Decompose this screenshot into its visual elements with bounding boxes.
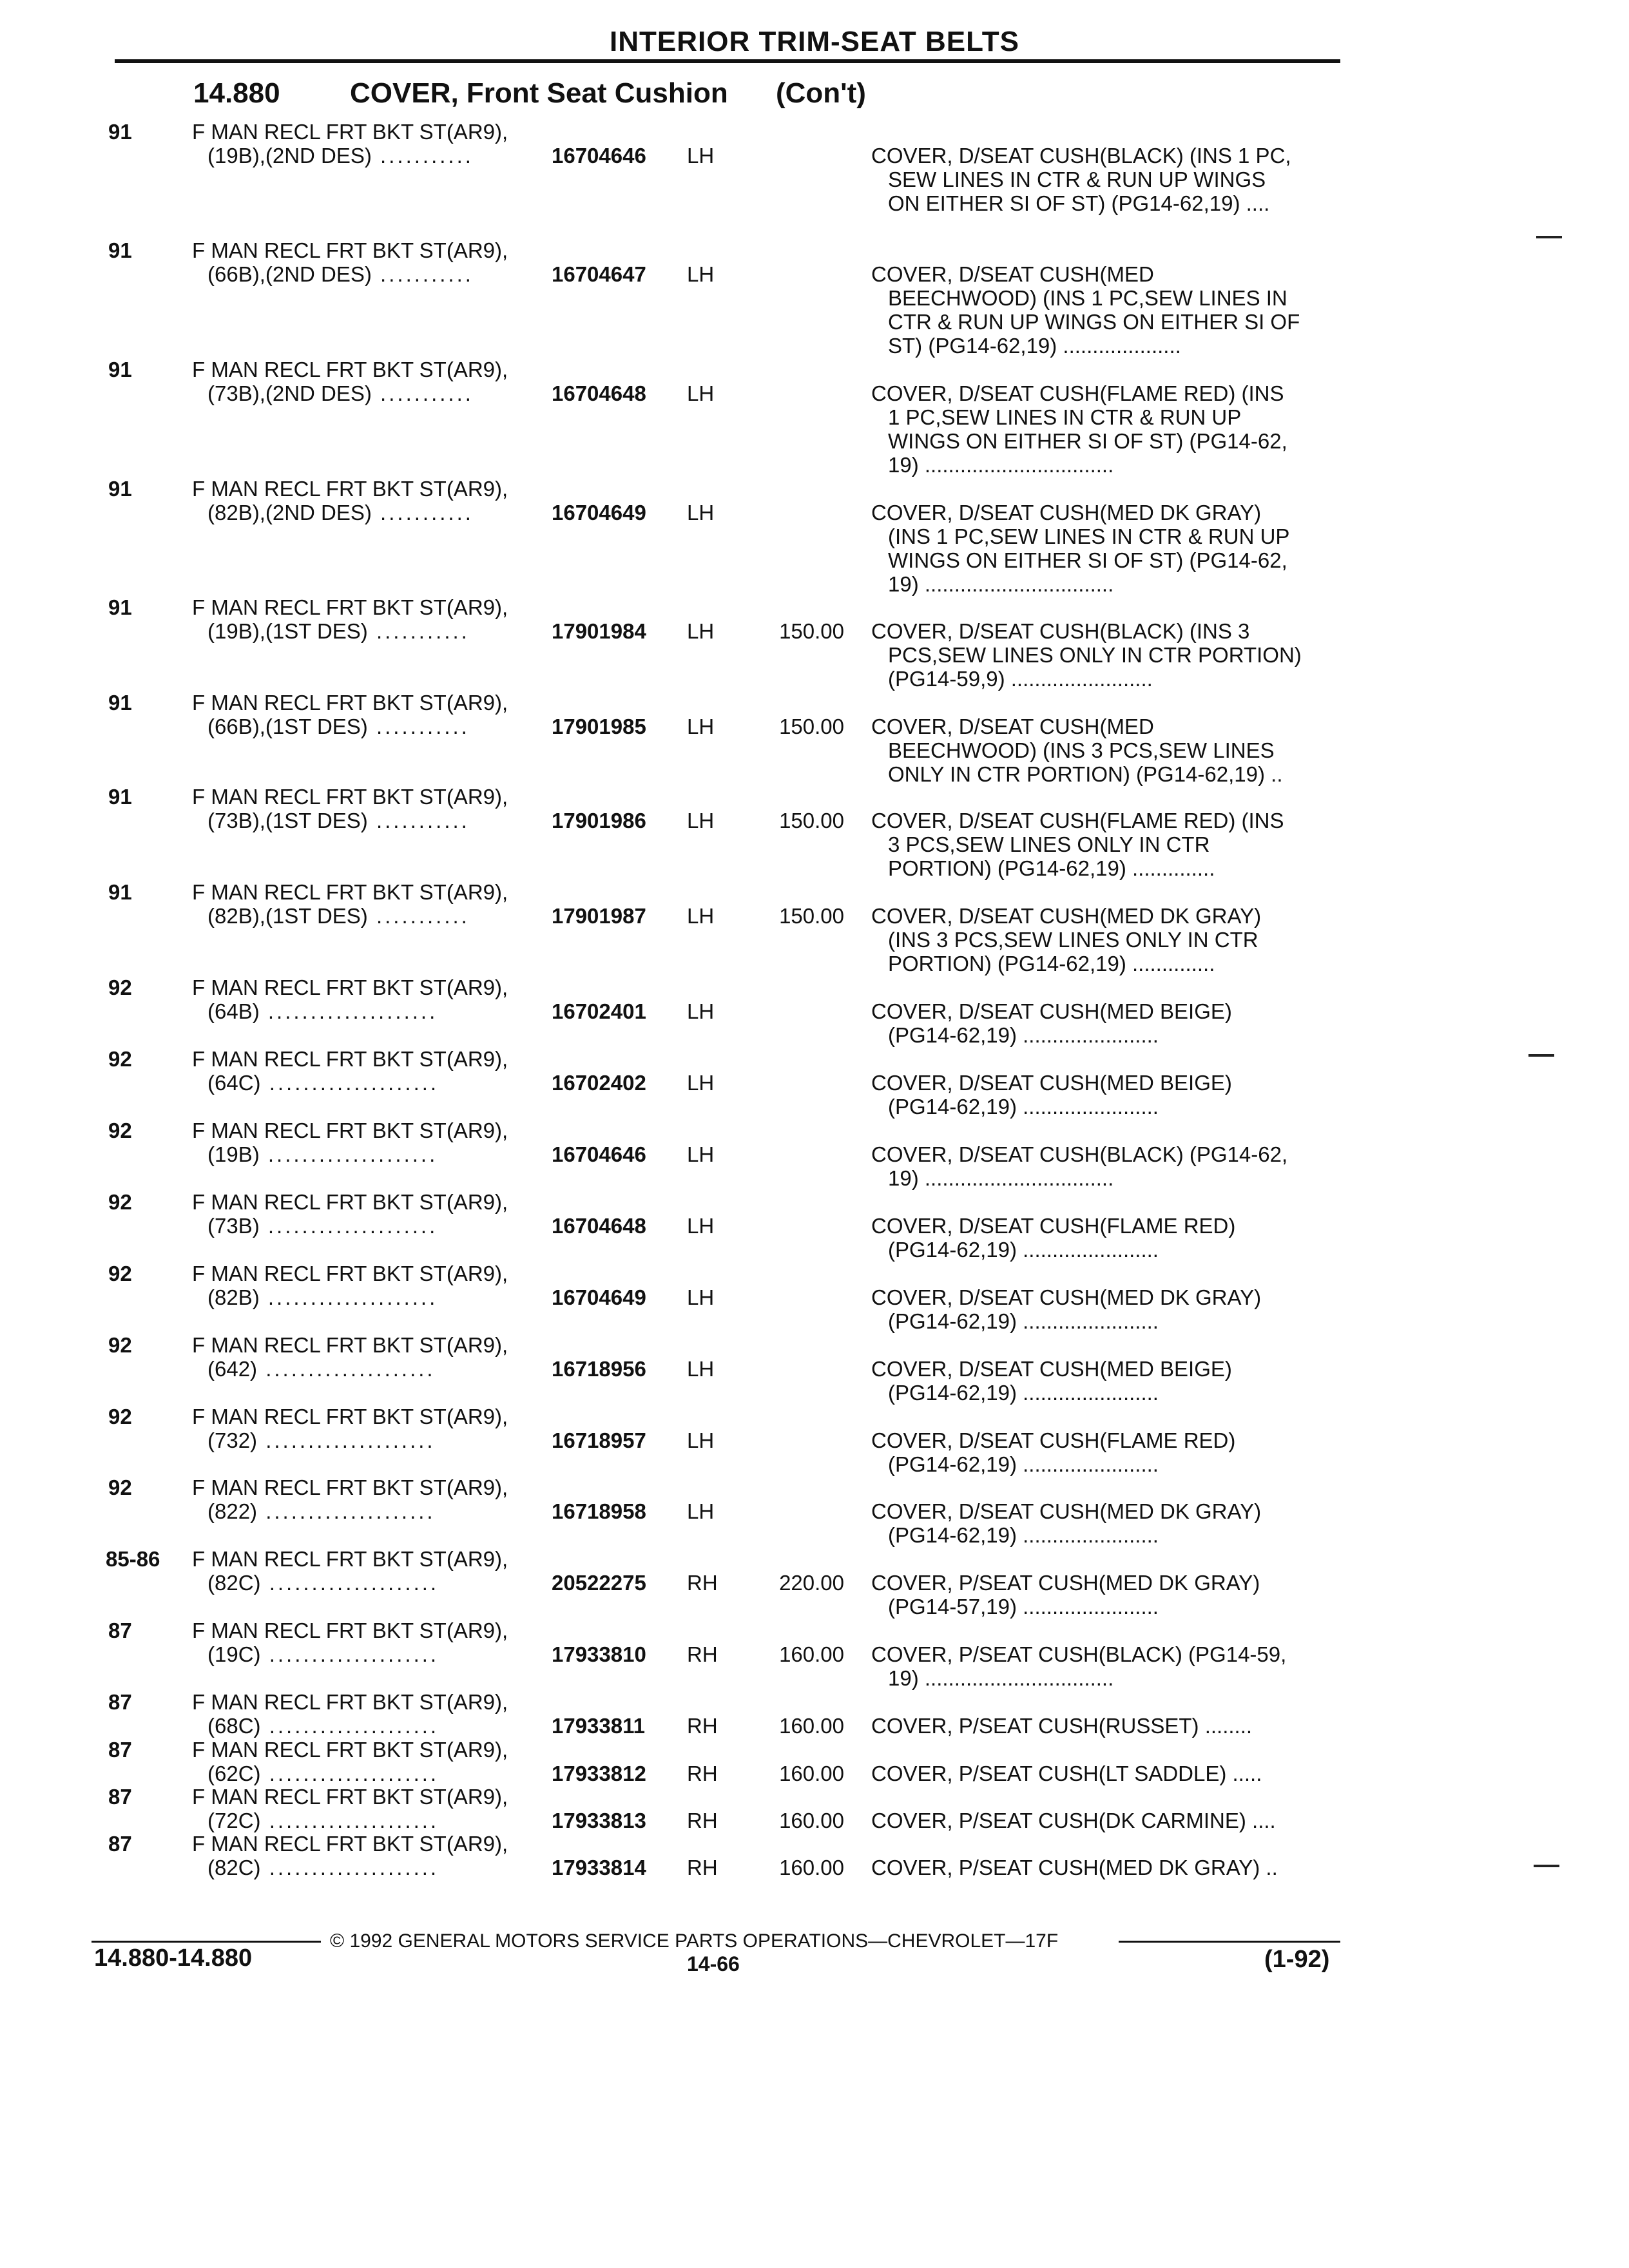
trim-code: (19B) [207,1142,260,1166]
trim-code-cell [207,999,543,1023]
side-indicator: LH [687,904,715,928]
header-rule [115,59,1340,63]
side-indicator: LH [687,715,715,738]
margin-mark [1536,236,1562,238]
side-indicator: LH [687,262,715,286]
seat-description: F MAN RECL FRT BKT ST(AR9), [192,477,508,501]
trim-code: (62C) [207,1762,261,1785]
trim-code: (72C) [207,1809,261,1832]
cover-description-line: 19) ................................ [888,572,1114,596]
cover-description-line: COVER, D/SEAT CUSH(BLACK) (INS 3 [871,619,1250,643]
cover-description [871,1762,1342,1785]
cover-description-line: COVER, P/SEAT CUSH(MED DK GRAY) .. [871,1856,1278,1879]
side-indicator: LH [687,1285,715,1309]
part-number: 16704646 [552,144,646,168]
seat-description: F MAN RECL FRT BKT ST(AR9), [192,1405,508,1428]
part-number: 16718956 [552,1357,646,1381]
side-indicator: LH [687,999,715,1023]
part-number: 16718958 [552,1499,646,1523]
model-year: 91 [108,595,132,619]
part-number: 17933812 [552,1762,646,1785]
seat-description: F MAN RECL FRT BKT ST(AR9), [192,1262,508,1285]
cover-description-line: (PG14-62,19) ....................... [888,1309,1159,1333]
list-price: 150.00 [779,619,844,643]
cover-description-line: (INS 3 PCS,SEW LINES ONLY IN CTR [888,928,1258,952]
cover-description-line: COVER, D/SEAT CUSH(FLAME RED) (INS [871,381,1284,405]
model-year: 91 [108,120,132,144]
trim-code-cell [207,1285,543,1309]
cover-description-line: COVER, D/SEAT CUSH(BLACK) (PG14-62, [871,1142,1288,1166]
cover-description-line: COVER, D/SEAT CUSH(MED DK GRAY) [871,1285,1262,1309]
trim-code: (19B),(2ND DES) [207,144,372,168]
trim-code-cell [207,1071,543,1095]
leader-dots: .................... [259,1142,438,1166]
seat-description: F MAN RECL FRT BKT ST(AR9), [192,880,508,904]
trim-code-cell [207,501,543,524]
cover-description-line: CTR & RUN UP WINGS ON EITHER SI OF [888,310,1300,334]
part-number: 17901985 [552,715,646,738]
part-number: 16702401 [552,999,646,1023]
leader-dots: .................... [260,1571,439,1595]
cover-description-line: 3 PCS,SEW LINES ONLY IN CTR [888,832,1210,856]
seat-description: F MAN RECL FRT BKT ST(AR9), [192,785,508,809]
seat-description: F MAN RECL FRT BKT ST(AR9), [192,691,508,715]
footer-page-number: 14-66 [687,1952,740,1975]
cover-description-line: (PG14-59,9) ........................ [888,667,1153,691]
model-year: 87 [108,1832,132,1856]
trim-code: (73B) [207,1214,260,1238]
cover-description-line: COVER, D/SEAT CUSH(MED BEIGE) [871,999,1232,1023]
leader-dots: ........... [371,262,474,286]
side-indicator: LH [687,1357,715,1381]
trim-code-cell [207,1762,543,1785]
trim-code-cell [207,1856,543,1879]
part-number: 17933814 [552,1856,646,1879]
part-number: 16704649 [552,501,646,524]
cover-description-line: BEECHWOOD) (INS 3 PCS,SEW LINES [888,738,1275,762]
trim-code-cell [207,1499,543,1523]
cover-description-line: COVER, D/SEAT CUSH(MED BEIGE) [871,1357,1232,1381]
seat-description: F MAN RECL FRT BKT ST(AR9), [192,1690,508,1714]
part-number: 16704649 [552,1285,646,1309]
model-year: 92 [108,1262,132,1285]
cover-description-line: (INS 1 PC,SEW LINES IN CTR & RUN UP [888,524,1290,548]
cover-description-line: (PG14-62,19) ....................... [888,1452,1159,1476]
cover-description-line: COVER, D/SEAT CUSH(FLAME RED) [871,1214,1236,1238]
leader-dots: .................... [257,1357,436,1381]
trim-code: (19B),(1ST DES) [207,619,368,643]
side-indicator: LH [687,1428,715,1452]
cover-description [871,381,1342,477]
leader-dots: .................... [257,1499,436,1523]
trim-code: (66B),(2ND DES) [207,262,372,286]
trim-code: (73B),(1ST DES) [207,809,368,832]
leader-dots: ........... [367,619,470,643]
model-year: 92 [108,975,132,999]
cover-description-line: 19) ................................ [888,453,1114,477]
trim-code-cell [207,1214,543,1238]
part-number: 17933810 [552,1642,646,1666]
trim-code-cell [207,1809,543,1832]
seat-description: F MAN RECL FRT BKT ST(AR9), [192,1333,508,1357]
cover-description [871,1499,1342,1547]
cover-description-line: COVER, P/SEAT CUSH(RUSSET) ........ [871,1714,1253,1738]
cover-description-line: COVER, D/SEAT CUSH(FLAME RED) (INS [871,809,1284,832]
trim-code-cell [207,381,543,405]
cover-description [871,501,1342,596]
cover-description [871,999,1342,1047]
model-year: 92 [108,1119,132,1142]
section-name: COVER, Front Seat Cushion [350,77,728,109]
seat-description: F MAN RECL FRT BKT ST(AR9), [192,1190,508,1214]
list-price: 160.00 [779,1762,844,1785]
trim-code: (82B) [207,1285,260,1309]
cover-description [871,144,1342,215]
list-price: 160.00 [779,1642,844,1666]
trim-code: (68C) [207,1714,261,1738]
part-number: 16718957 [552,1428,646,1452]
trim-code-cell [207,1571,543,1595]
side-indicator: LH [687,1499,715,1523]
cover-description [871,809,1342,880]
section-code: 14.880 [193,77,280,109]
cover-description-line: WINGS ON EITHER SI OF ST) (PG14-62, [888,548,1287,572]
list-price: 150.00 [779,715,844,738]
part-number: 17901984 [552,619,646,643]
side-indicator: LH [687,501,715,524]
model-year: 91 [108,691,132,715]
seat-description: F MAN RECL FRT BKT ST(AR9), [192,1619,508,1642]
trim-code: (66B),(1ST DES) [207,715,368,738]
cover-description-line: COVER, D/SEAT CUSH(MED DK GRAY) [871,1499,1262,1523]
cover-description-line: BEECHWOOD) (INS 1 PC,SEW LINES IN [888,286,1287,310]
cover-description-line: COVER, D/SEAT CUSH(MED DK GRAY) [871,904,1262,928]
footer-revision: (1-92) [1264,1946,1330,1973]
cover-description-line: COVER, D/SEAT CUSH(MED [871,715,1154,738]
leader-dots: .................... [260,1762,439,1785]
trim-code: (822) [207,1499,258,1523]
trim-code-cell [207,262,543,286]
model-year: 91 [108,238,132,262]
cover-description-line: COVER, P/SEAT CUSH(DK CARMINE) .... [871,1809,1276,1832]
section-continued: (Con't) [776,77,866,109]
seat-description: F MAN RECL FRT BKT ST(AR9), [192,1547,508,1571]
part-number: 17901986 [552,809,646,832]
model-year: 91 [108,880,132,904]
trim-code: (64C) [207,1071,261,1095]
trim-code: (82C) [207,1571,261,1595]
leader-dots: .................... [260,1642,439,1666]
side-indicator: LH [687,1071,715,1095]
cover-description-line: WINGS ON EITHER SI OF ST) (PG14-62, [888,429,1287,453]
cover-description-line: 1 PC,SEW LINES IN CTR & RUN UP [888,405,1242,429]
cover-description [871,1428,1342,1476]
cover-description [871,262,1342,358]
cover-description-line: (PG14-62,19) ....................... [888,1095,1159,1119]
footer-copyright: © 1992 GENERAL MOTORS SERVICE PARTS OPERATIONS—CHEVROLET—17F [330,1930,1059,1952]
cover-description-line: COVER, P/SEAT CUSH(MED DK GRAY) [871,1571,1260,1595]
side-indicator: RH [687,1762,718,1785]
trim-code-cell [207,809,543,832]
list-price: 160.00 [779,1809,844,1832]
leader-dots: .................... [260,1856,439,1879]
side-indicator: RH [687,1714,718,1738]
seat-description: F MAN RECL FRT BKT ST(AR9), [192,1738,508,1762]
seat-description: F MAN RECL FRT BKT ST(AR9), [192,1119,508,1142]
leader-dots: ........... [371,144,474,168]
trim-code: (73B),(2ND DES) [207,381,372,405]
seat-description: F MAN RECL FRT BKT ST(AR9), [192,975,508,999]
trim-code-cell [207,1642,543,1666]
side-indicator: RH [687,1571,718,1595]
cover-description-line: 19) ................................ [888,1166,1114,1190]
trim-code: (19C) [207,1642,261,1666]
cover-description [871,1357,1342,1405]
list-price: 150.00 [779,904,844,928]
list-price: 150.00 [779,809,844,832]
side-indicator: LH [687,1214,715,1238]
cover-description-line: PORTION) (PG14-62,19) .............. [888,856,1215,880]
cover-description [871,619,1342,691]
model-year: 92 [108,1405,132,1428]
cover-description-line: COVER, D/SEAT CUSH(FLAME RED) [871,1428,1236,1452]
seat-description: F MAN RECL FRT BKT ST(AR9), [192,358,508,381]
model-year: 85-86 [106,1547,160,1571]
side-indicator: LH [687,144,715,168]
part-number: 16704648 [552,1214,646,1238]
model-year: 92 [108,1047,132,1071]
trim-code-cell [207,715,543,738]
leader-dots: ........... [367,715,470,738]
part-number: 20522275 [552,1571,646,1595]
trim-code-cell [207,1428,543,1452]
seat-description: F MAN RECL FRT BKT ST(AR9), [192,238,508,262]
trim-code: (82C) [207,1856,261,1879]
model-year: 92 [108,1475,132,1499]
cover-description [871,1856,1342,1879]
part-number: 17901987 [552,904,646,928]
cover-description-line: PORTION) (PG14-62,19) .............. [888,952,1215,975]
seat-description: F MAN RECL FRT BKT ST(AR9), [192,1832,508,1856]
model-year: 92 [108,1190,132,1214]
cover-description-line: ST) (PG14-62,19) .................... [888,334,1181,358]
side-indicator: LH [687,809,715,832]
side-indicator: RH [687,1809,718,1832]
cover-description [871,1714,1342,1738]
cover-description [871,1642,1342,1690]
cover-description-line: COVER, D/SEAT CUSH(BLACK) (INS 1 PC, [871,144,1291,168]
list-price: 220.00 [779,1571,844,1595]
cover-description-line: (PG14-62,19) ....................... [888,1023,1159,1047]
footer-rule-left [92,1941,321,1943]
trim-code: (64B) [207,999,260,1023]
trim-code-cell [207,1714,543,1738]
cover-description-line: COVER, D/SEAT CUSH(MED [871,262,1154,286]
trim-code-cell [207,619,543,643]
model-year: 87 [108,1785,132,1809]
seat-description: F MAN RECL FRT BKT ST(AR9), [192,1475,508,1499]
side-indicator: RH [687,1856,718,1879]
cover-description [871,904,1342,975]
cover-description-line: (PG14-62,19) ....................... [888,1381,1159,1405]
part-number: 16704647 [552,262,646,286]
model-year: 91 [108,477,132,501]
leader-dots: .................... [259,1214,438,1238]
cover-description [871,1214,1342,1262]
leader-dots: ........... [371,501,474,524]
side-indicator: RH [687,1642,718,1666]
trim-code-cell [207,904,543,928]
margin-mark [1528,1054,1554,1057]
side-indicator: LH [687,1142,715,1166]
cover-description-line: (PG14-62,19) ....................... [888,1523,1159,1547]
leader-dots: ........... [367,904,470,928]
leader-dots: .................... [260,1809,439,1832]
model-year: 92 [108,1333,132,1357]
cover-description [871,715,1342,786]
trim-code: (732) [207,1428,258,1452]
seat-description: F MAN RECL FRT BKT ST(AR9), [192,120,508,144]
leader-dots: ........... [371,381,474,405]
cover-description-line: SEW LINES IN CTR & RUN UP WINGS [888,168,1266,191]
trim-code-cell [207,1142,543,1166]
trim-code: (642) [207,1357,258,1381]
leader-dots: .................... [259,999,438,1023]
cover-description-line: COVER, D/SEAT CUSH(MED DK GRAY) [871,501,1262,524]
part-number: 16702402 [552,1071,646,1095]
list-price: 160.00 [779,1856,844,1879]
margin-mark [1534,1865,1559,1867]
part-number: 17933813 [552,1809,646,1832]
cover-description-line: ON EITHER SI OF ST) (PG14-62,19) .... [888,191,1270,215]
leader-dots: .................... [260,1714,439,1738]
cover-description-line: 19) ................................ [888,1666,1114,1690]
trim-code: (82B),(2ND DES) [207,501,372,524]
side-indicator: LH [687,381,715,405]
cover-description-line: (PG14-57,19) ....................... [888,1595,1159,1619]
cover-description-line: PCS,SEW LINES ONLY IN CTR PORTION) [888,643,1302,667]
cover-description-line: ONLY IN CTR PORTION) (PG14-62,19) .. [888,762,1283,786]
cover-description-line: COVER, P/SEAT CUSH(BLACK) (PG14-59, [871,1642,1287,1666]
model-year: 91 [108,358,132,381]
leader-dots: .................... [257,1428,436,1452]
cover-description [871,1285,1342,1333]
trim-code-cell [207,144,543,168]
trim-code: (82B),(1ST DES) [207,904,368,928]
seat-description: F MAN RECL FRT BKT ST(AR9), [192,1047,508,1071]
part-number: 16704646 [552,1142,646,1166]
trim-code-cell [207,1357,543,1381]
cover-description-line: (PG14-62,19) ....................... [888,1238,1159,1262]
page-title: INTERIOR TRIM-SEAT BELTS [610,26,1019,57]
leader-dots: .................... [259,1285,438,1309]
cover-description [871,1142,1342,1190]
cover-description-line: COVER, P/SEAT CUSH(LT SADDLE) ..... [871,1762,1262,1785]
part-number: 16704648 [552,381,646,405]
seat-description: F MAN RECL FRT BKT ST(AR9), [192,1785,508,1809]
model-year: 87 [108,1690,132,1714]
leader-dots: .................... [260,1071,439,1095]
side-indicator: LH [687,619,715,643]
footer-rule-right [1119,1941,1340,1943]
cover-description [871,1071,1342,1119]
part-number: 17933811 [552,1714,646,1738]
footer-section-range: 14.880-14.880 [94,1945,253,1972]
model-year: 87 [108,1738,132,1762]
cover-description [871,1809,1342,1832]
cover-description-line: COVER, D/SEAT CUSH(MED BEIGE) [871,1071,1232,1095]
leader-dots: ........... [367,809,470,832]
cover-description [871,1571,1342,1619]
seat-description: F MAN RECL FRT BKT ST(AR9), [192,595,508,619]
list-price: 160.00 [779,1714,844,1738]
model-year: 91 [108,785,132,809]
model-year: 87 [108,1619,132,1642]
